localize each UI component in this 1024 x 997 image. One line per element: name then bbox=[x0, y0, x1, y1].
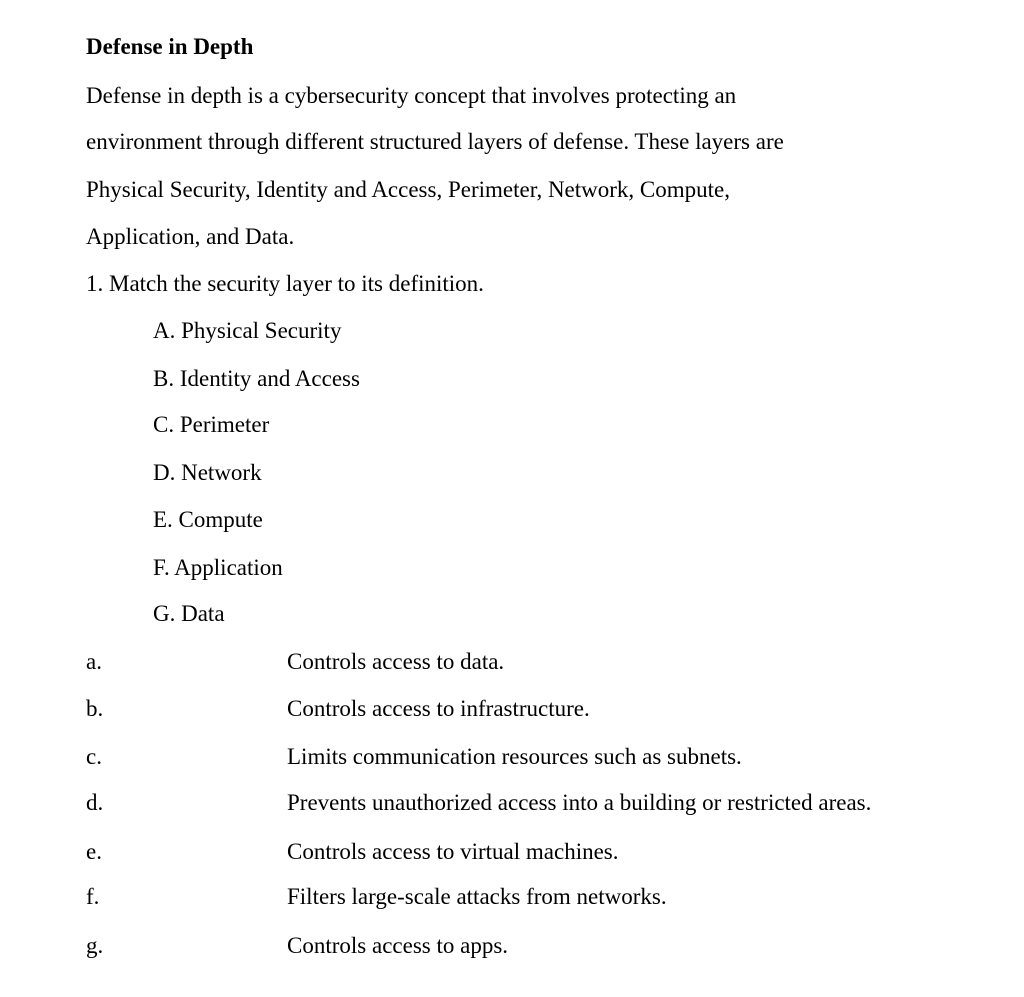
option-compute: E. Compute bbox=[153, 507, 263, 532]
intro-line: Application, and Data. bbox=[86, 224, 295, 249]
match-letter: b. bbox=[86, 696, 104, 721]
match-definition: Controls access to apps. bbox=[287, 933, 509, 958]
match-definition: Controls access to data. bbox=[287, 649, 505, 674]
option-network: D. Network bbox=[153, 460, 262, 485]
intro-line: environment through different structured layers of defense. These layers are bbox=[86, 129, 784, 154]
match-letter: g. bbox=[86, 933, 104, 958]
intro-line: Physical Security, Identity and Access, Perimeter, Network, Compute, bbox=[86, 177, 730, 202]
match-definition: Controls access to infrastructure. bbox=[287, 696, 590, 721]
option-data: G. Data bbox=[153, 601, 225, 626]
option-identity-access: B. Identity and Access bbox=[153, 366, 360, 391]
intro-line: Defense in depth is a cybersecurity concept that involves protecting an bbox=[86, 83, 737, 108]
match-definition: Controls access to virtual machines. bbox=[287, 839, 619, 864]
option-perimeter: C. Perimeter bbox=[153, 412, 270, 437]
match-letter: a. bbox=[86, 649, 102, 674]
option-physical-security: A. Physical Security bbox=[153, 318, 342, 343]
match-letter: f. bbox=[86, 884, 100, 909]
match-letter: d. bbox=[86, 790, 104, 815]
match-definition: Prevents unauthorized access into a building or restricted areas. bbox=[287, 790, 872, 815]
match-definition: Limits communication resources such as subnets. bbox=[287, 744, 742, 769]
document-title: Defense in Depth bbox=[86, 34, 254, 59]
option-application: F. Application bbox=[153, 555, 283, 580]
match-letter: e. bbox=[86, 839, 102, 864]
match-definition: Filters large-scale attacks from networks. bbox=[287, 884, 667, 909]
question-prompt: 1. Match the security layer to its definition. bbox=[86, 271, 484, 296]
match-letter: c. bbox=[86, 744, 102, 769]
